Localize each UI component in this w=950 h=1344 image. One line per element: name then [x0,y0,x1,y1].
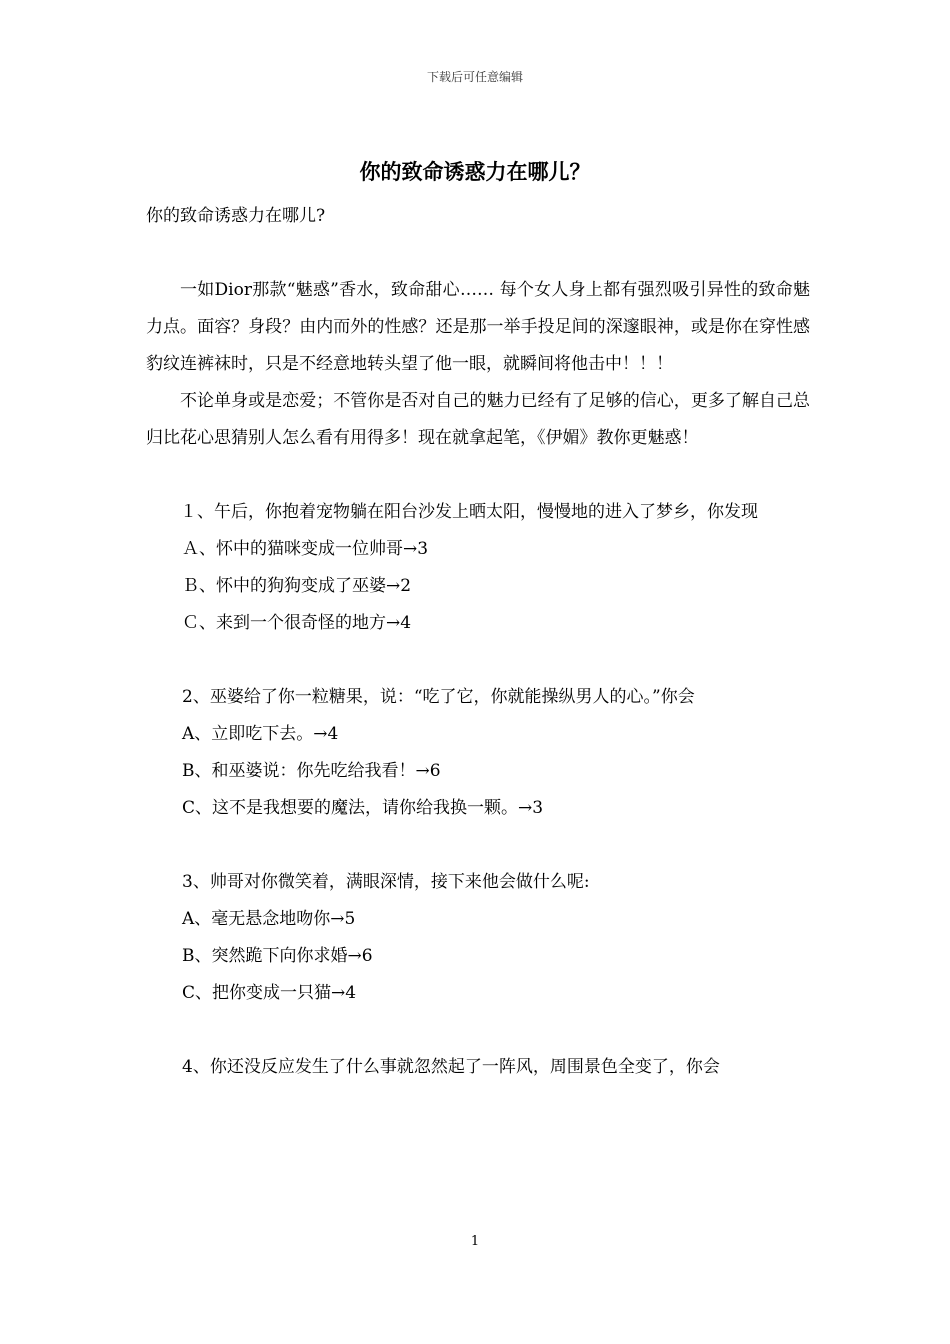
document-body [146,198,810,1086]
question-text: １、午后，你抱着宠物躺在阳台沙发上晒太阳，慢慢地的进入了梦乡，你发现 [180,502,758,522]
question-text: 2、巫婆给了你一粒糖果，说：“吃了它，你就能操纵男人的心。”你会 [182,687,695,707]
spacer [146,1012,810,1049]
option-a: A、毫无悬念地吻你→5 [182,909,356,929]
option-a: Ａ、怀中的猫咪变成一位帅哥→3 [182,539,429,559]
option-b: B、突然跪下向你求婚→6 [182,946,373,966]
option-a: A、立即吃下去。→4 [182,724,339,744]
page-number: 1 [470,1234,480,1249]
intro-paragraph-2: 不论单身或是恋爱；不管你是否对自己的魅力已经有了足够的信心，更多了解自己总归比花心思猜别人怎么看有用得多！现在就拿起笔，《伊媚》教你更魅惑！ [146,391,810,448]
question-text: 3、帅哥对你微笑着，满眼深情，接下来他会做什么呢: [182,872,590,892]
option-c: C、这不是我想要的魔法，请你给我换一颗。→3 [182,798,544,818]
spacer [146,642,810,679]
question-2 [146,679,810,827]
intro-paragraph-1: 一如Dior那款“魅惑”香水，致命甜心…… 每个女人身上都有强烈吸引异性的致命魅力点。面容？身段？由内而外的性感？还是那一举手投足间的深邃眼神，或是你在穿性感豹纹连裤袜时，只是不经意地转头望了他一眼，就瞬间将他击中！！！ [146,280,810,374]
question-1 [146,494,810,642]
document-title: 你的致命诱惑力在哪儿？ [359,160,591,184]
question-4 [146,1049,810,1086]
option-c: C、把你变成一只猫→4 [182,983,357,1003]
question-3 [146,864,810,1012]
option-b: Ｂ、怀中的狗狗变成了巫婆→2 [182,576,412,596]
document-subtitle: 你的致命诱惑力在哪儿? [146,206,326,226]
question-text: 4、你还没反应发生了什么事就忽然起了一阵风，周围景色全变了，你会 [182,1057,720,1077]
spacer [146,457,810,494]
page-header: 下载后可任意编辑 [426,70,523,84]
spacer [146,235,810,272]
option-b: B、和巫婆说：你先吃给我看！→6 [182,761,441,781]
spacer [146,827,810,864]
option-c: Ｃ、来到一个很奇怪的地方→4 [182,613,412,633]
